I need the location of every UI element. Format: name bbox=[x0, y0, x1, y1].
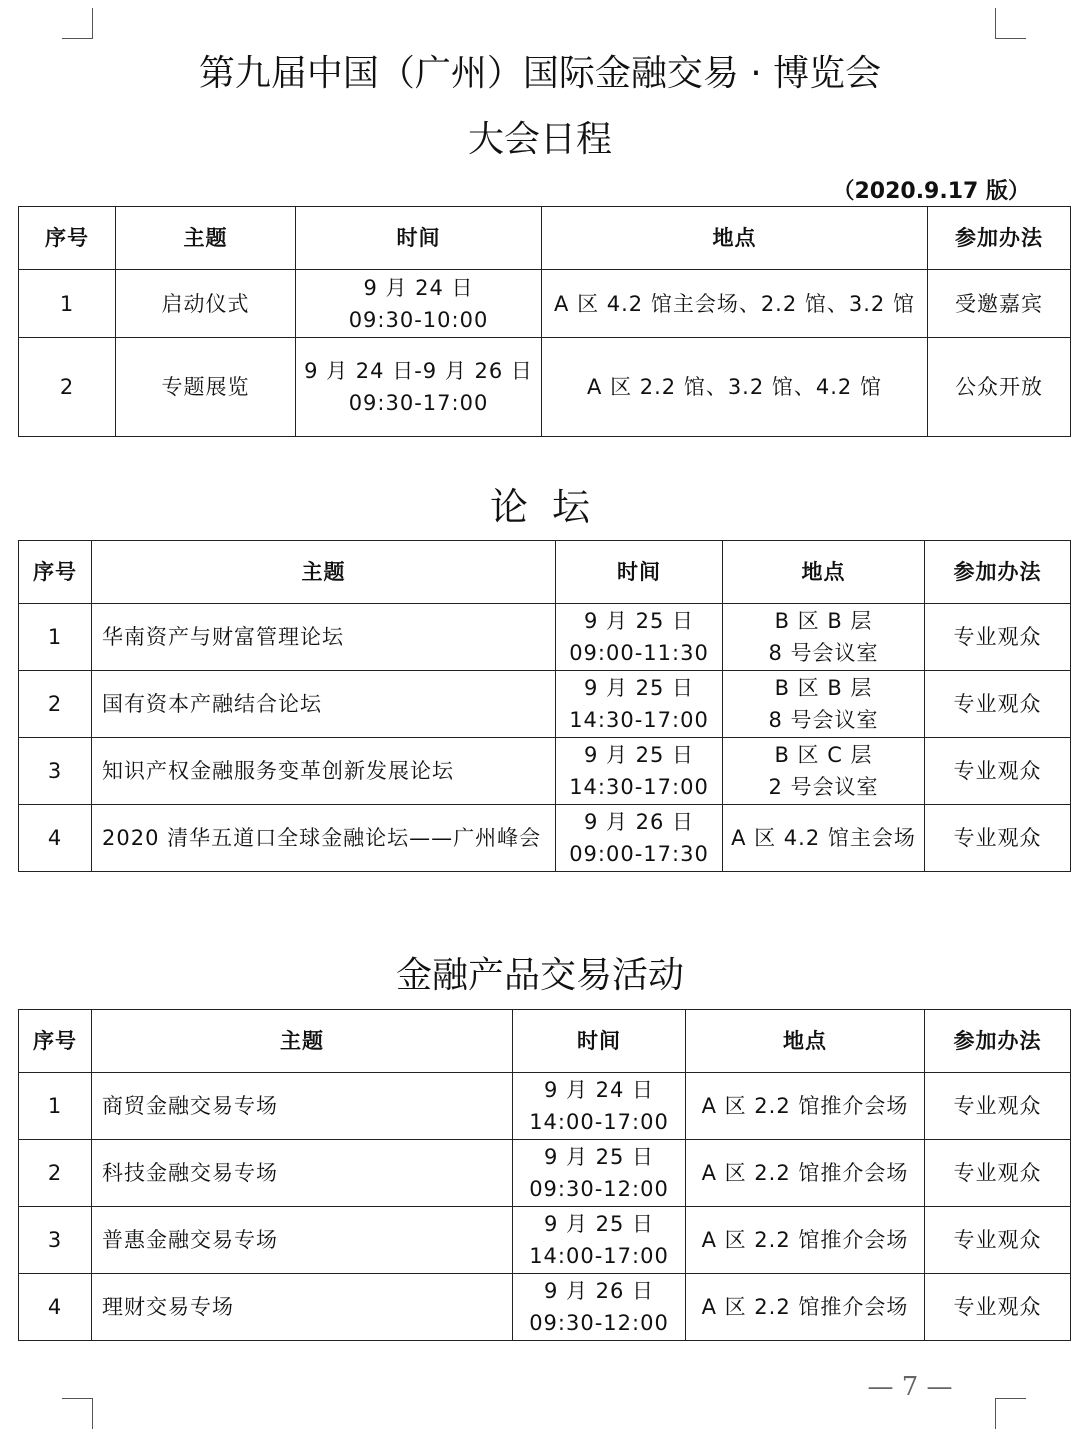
cell-topic: 启动仪式 bbox=[116, 270, 296, 338]
cell-place: A 区 2.2 馆推介会场 bbox=[686, 1140, 925, 1207]
forum-table bbox=[18, 540, 1071, 872]
cell-no: 2 bbox=[19, 1140, 92, 1207]
column-header: 参加办法 bbox=[928, 207, 1071, 270]
cell-topic: 商贸金融交易专场 bbox=[92, 1073, 513, 1140]
column-header: 主题 bbox=[116, 207, 296, 270]
cell-time: 9 月 24 日 14:00-17:00 bbox=[513, 1073, 686, 1140]
cell-no: 4 bbox=[19, 805, 92, 872]
cell-topic: 理财交易专场 bbox=[92, 1274, 513, 1341]
column-header: 时间 bbox=[556, 541, 723, 604]
cell-method: 受邀嘉宾 bbox=[928, 270, 1071, 338]
cell-topic: 国有资本产融结合论坛 bbox=[92, 671, 556, 738]
cell-no: 4 bbox=[19, 1274, 92, 1341]
cell-time: 9 月 26 日 09:00-17:30 bbox=[556, 805, 723, 872]
cell-place: A 区 4.2 馆主会场、2.2 馆、3.2 馆 bbox=[542, 270, 928, 338]
column-header: 地点 bbox=[686, 1010, 925, 1073]
table-row bbox=[19, 1073, 1071, 1140]
cell-place: A 区 2.2 馆推介会场 bbox=[686, 1274, 925, 1341]
column-header: 地点 bbox=[542, 207, 928, 270]
table-row bbox=[19, 1274, 1071, 1341]
column-header: 时间 bbox=[296, 207, 542, 270]
cell-no: 1 bbox=[19, 604, 92, 671]
cell-time: 9 月 26 日 09:30-12:00 bbox=[513, 1274, 686, 1341]
table-row bbox=[19, 671, 1071, 738]
table-row bbox=[19, 338, 1071, 437]
table-row bbox=[19, 270, 1071, 338]
cell-place: B 区 B 层 8 号会议室 bbox=[723, 604, 925, 671]
version-label: （2020.9.17 版） bbox=[832, 179, 1030, 204]
cell-no: 3 bbox=[19, 1207, 92, 1274]
document-subtitle: 大会日程 bbox=[467, 119, 612, 160]
cell-time: 9 月 25 日 14:30-17:00 bbox=[556, 671, 723, 738]
table-header-row bbox=[19, 1010, 1071, 1073]
document-title: 第九届中国（广州）国际金融交易 · 博览会 bbox=[198, 53, 882, 94]
cell-method: 专业观众 bbox=[925, 1073, 1071, 1140]
table-row bbox=[19, 1140, 1071, 1207]
cell-place: B 区 B 层 8 号会议室 bbox=[723, 671, 925, 738]
crop-mark-bottom-right bbox=[995, 1398, 1026, 1429]
cell-method: 专业观众 bbox=[925, 671, 1071, 738]
cell-method: 公众开放 bbox=[928, 338, 1071, 437]
cell-place: A 区 2.2 馆推介会场 bbox=[686, 1073, 925, 1140]
cell-method: 专业观众 bbox=[925, 1140, 1071, 1207]
cell-time: 9 月 24 日-9 月 26 日 09:30-17:00 bbox=[296, 338, 542, 437]
crop-mark-bottom-left bbox=[62, 1398, 93, 1429]
cell-topic: 普惠金融交易专场 bbox=[92, 1207, 513, 1274]
crop-mark-top-left bbox=[62, 8, 93, 39]
column-header: 参加办法 bbox=[925, 541, 1071, 604]
cell-topic: 知识产权金融服务变革创新发展论坛 bbox=[92, 738, 556, 805]
main-schedule-table bbox=[18, 206, 1071, 437]
column-header: 地点 bbox=[723, 541, 925, 604]
column-header: 序号 bbox=[19, 207, 116, 270]
cell-place: B 区 C 层 2 号会议室 bbox=[723, 738, 925, 805]
forum-heading: 论坛 bbox=[489, 485, 614, 529]
finance-activities-heading: 金融产品交易活动 bbox=[395, 955, 684, 996]
cell-method: 专业观众 bbox=[925, 805, 1071, 872]
cell-topic: 科技金融交易专场 bbox=[92, 1140, 513, 1207]
cell-time: 9 月 25 日 09:00-11:30 bbox=[556, 604, 723, 671]
column-header: 时间 bbox=[513, 1010, 686, 1073]
cell-topic: 专题展览 bbox=[116, 338, 296, 437]
cell-time: 9 月 25 日 14:00-17:00 bbox=[513, 1207, 686, 1274]
cell-no: 2 bbox=[19, 338, 116, 437]
cell-method: 专业观众 bbox=[925, 1274, 1071, 1341]
cell-time: 9 月 25 日 09:30-12:00 bbox=[513, 1140, 686, 1207]
cell-no: 3 bbox=[19, 738, 92, 805]
cell-no: 1 bbox=[19, 1073, 92, 1140]
cell-time: 9 月 24 日 09:30-10:00 bbox=[296, 270, 542, 338]
table-row bbox=[19, 738, 1071, 805]
cell-method: 专业观众 bbox=[925, 1207, 1071, 1274]
cell-method: 专业观众 bbox=[925, 738, 1071, 805]
cell-no: 1 bbox=[19, 270, 116, 338]
cell-topic: 华南资产与财富管理论坛 bbox=[92, 604, 556, 671]
cell-time: 9 月 25 日 14:30-17:00 bbox=[556, 738, 723, 805]
finance-activities-table bbox=[18, 1009, 1071, 1341]
table-row bbox=[19, 805, 1071, 872]
table-header-row bbox=[19, 207, 1071, 270]
table-row bbox=[19, 1207, 1071, 1274]
column-header: 参加办法 bbox=[925, 1010, 1071, 1073]
column-header: 主题 bbox=[92, 541, 556, 604]
cell-place: A 区 2.2 馆、3.2 馆、4.2 馆 bbox=[542, 338, 928, 437]
cell-place: A 区 4.2 馆主会场 bbox=[723, 805, 925, 872]
cell-place: A 区 2.2 馆推介会场 bbox=[686, 1207, 925, 1274]
cell-no: 2 bbox=[19, 671, 92, 738]
column-header: 序号 bbox=[19, 1010, 92, 1073]
column-header: 序号 bbox=[19, 541, 92, 604]
cell-method: 专业观众 bbox=[925, 604, 1071, 671]
page-number: — 7 — bbox=[867, 1372, 953, 1402]
cell-topic: 2020 清华五道口全球金融论坛——广州峰会 bbox=[92, 805, 556, 872]
crop-mark-top-right bbox=[995, 8, 1026, 39]
table-header-row bbox=[19, 541, 1071, 604]
table-row bbox=[19, 604, 1071, 671]
column-header: 主题 bbox=[92, 1010, 513, 1073]
